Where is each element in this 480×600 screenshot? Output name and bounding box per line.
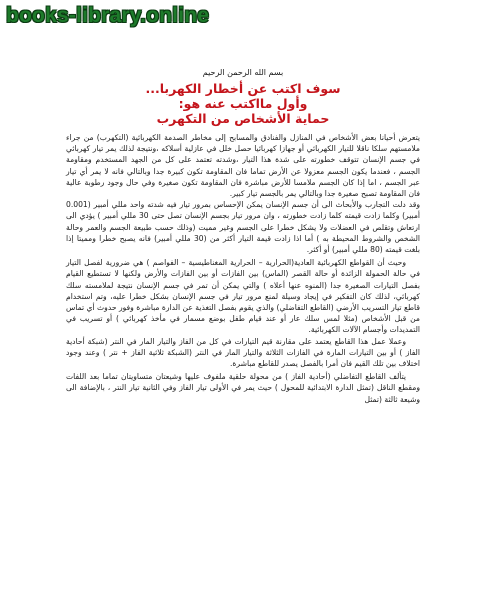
paragraph-5: يتألف القاطع التفاضلي (أحادية الفاز ) من محولة حلقية ملفوف عليها وشيعتان متساويتان تماما بعد اللفات ومقطع الناقل (تمثل الدارة الابتدائية للمحول ) حيث يمر في الأولى تيار الفاز وفي الثانية تيار النتر ، بالإضافة الى وشيعة ثالثة (تمثل xyxy=(66,372,420,404)
paragraph-4: وعملا عمل هذا القاطع يعتمد على مقارنة قيم التيارات في كل من الفاز والتيار المار في النتر (شبكة أحادية الفاز ) أو بين التيارات المارة في الفازات الثلاثة والتيار المار في النتر (الشبكة ثلاثية الفاز + نتر ) وعند وجود اختلاف بين تلك القيم فان أمرا بالفصل يصدر للقاطع مباشرة. xyxy=(66,336,420,369)
document-page xyxy=(66,68,420,405)
document-body xyxy=(66,132,420,405)
paragraph-2: وقد دلت التجارب والأبحاث الى أن جسم الإنسان يمكن الإحساس بمرور تيار فيه شدته واحد مللي أمبير (0.001 أمبير) وكلما زادت قيمته كلما زادت خطورته ، وان مرور تيار بجسم الإنسان تصل حتى 30 مللي أمبير ) يؤدي الى ارتعاش وتقلص في العضلات ولا يشكل خطرا على الجسم وغير مميت (وذلك حسب طبيعة الجسم والعمر وحالة الشخص والشروط المحيطة به ) أما اذا زادت قيمة التيار أكثر من (30 مللي أمبير) فانه يصبح خطرا ومميتا إذا بلغت قيمته (80 مللي أمبير) أو أكثر. xyxy=(66,200,420,255)
site-watermark: books-library.online xyxy=(6,4,210,27)
document-title xyxy=(66,81,420,126)
title-line-1: سوف اكتب عن أخطار الكهربا... xyxy=(145,81,341,96)
paragraph-3: وحيث أن القواطع الكهربائية العادية(الحرارية – الحرارية المغناطيسية – الفواصم ) هي ضرورية لفصل التيار في حالة الحمولة الزائدة أو حالة القصر (الماس) بين الفازات أو بين الفازات والأرض ولكنها لا تستطيع القيام بفصل التيارات الصغيرة جدا (المنوه عنها أعلاه ) والتي يمكن أن تمر في جسم الإنسان نتيجة لملامسته سلك كهربائي، لذلك كان التفكير في إيجاد وسيلة لمنع مرور تيار في جسم الإنسان بشكل خطرا عليه، وتم استخدام قاطع تيار التسريب الأرضي (القاطع التفاضلي) والذي يقوم بفصل التغذية عن الدارة مباشرة وفور حدوث أي تماس من قبل الأشخاص (مثلا لمس سلك عار أو عند قيام طفل بوضع مسمار في مأخذ كهربائي ) أو تسريب في التمديدات وأجسام الآلات الكهربائية. xyxy=(66,258,420,335)
title-line-2: وأول مااكتب عنه هو: xyxy=(178,96,308,111)
title-line-3: حماية الأشخاص من التكهرب xyxy=(156,111,330,126)
basmala: بسم الله الرحمن الرحيم xyxy=(202,68,284,77)
paragraph-1: يتعرض أحيانا بعض الأشخاص في المنازل والفنادق والمسابح إلى مخاطر الصدمة الكهربائية (التكهرب) من جراء ملامستهم سلكا ناقلا للتيار الكهربائي أو جهازا كهربائيا حصل خلل في عازلية أسلاكه ،ونتيجة لذلك يمر تيار كهربائي في جسم الإنسان تتوقف خطورته على شدة هذا التيار ،وشدته تعتمد على كل من الجهد المستخدم ومقاومة الجسم ، فعندما يكون الجسم معزولا عن الأرض تماما فان المقاومة تكون كبيرة جدا وبالتالي فانه لا يمر أي تيار عبر الجسم ، اما إذا كان الجسم ملامسا للأرض مباشرة فان المقاومة تكون صغيرة وفي حال وجود رطوبة عالية فان المقاومة تصبح صغيرة جدا وبالتالي يمر بالجسم تيار كبير. xyxy=(66,133,420,199)
